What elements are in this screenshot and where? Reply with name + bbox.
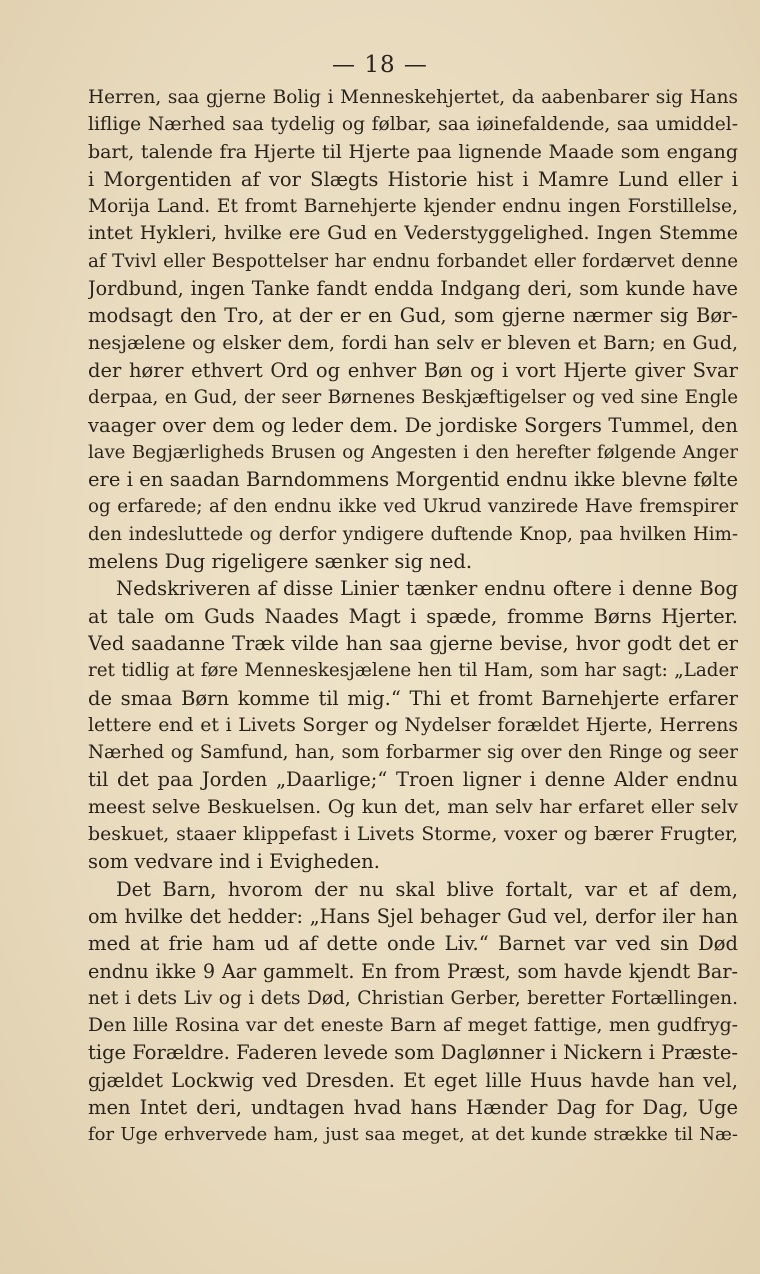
body-text <box>88 84 738 1149</box>
text-line: intet Hykleri, hvilke ere Gud en Vederstyggelighed. Ingen Stemme <box>88 222 738 245</box>
text-line: vaager over dem og leder dem. De jordiske Sorgers Tummel, den <box>88 413 738 437</box>
text-line: Jordbund, ingen Tanke fandt endda Indgang deri, som kunde have <box>88 277 738 301</box>
text-line: liflige Nærhed saa tydelig og følbar, saa iøinefaldende, saa umiddel- <box>88 114 738 136</box>
text-line: endnu ikke 9 Aar gammelt. En from Præst, som havde kjendt Bar- <box>88 959 738 983</box>
text-line: den indesluttede og derfor yndigere duftende Knop, paa hvilken Him- <box>88 523 738 545</box>
text-line: men Intet deri, undtagen hvad hans Hænder Dag for Dag, Uge <box>88 1095 738 1119</box>
text-line: beskuet, staaer klippefast i Livets Storme, voxer og bærer Frugter, <box>88 823 738 846</box>
text-line: der hører ethvert Ord og enhver Bøn og i vort Hjerte giver Svar <box>88 358 738 382</box>
text-line: Herren, saa gjerne Bolig i Menneskehjertet, da aabenbarer sig Hans <box>88 87 738 108</box>
text-line: ret tidlig at føre Menneskesjælene hen til Ham, som har sagt: „Lader <box>88 660 738 682</box>
text-line: lave Begjærligheds Brusen og Angesten i den herefter følgende Anger <box>88 441 738 463</box>
text-line: i Morgentiden af vor Slægts Historie hist i Mamre Lund eller i <box>88 167 738 191</box>
paragraph-2 <box>88 575 738 875</box>
text-line: melens Dug rigeligere sænker sig ned. <box>88 550 473 574</box>
text-line: for Uge erhvervede ham, just saa meget, at det kunde strække til Næ- <box>88 1124 738 1146</box>
text-line: derpaa, en Gud, der seer Børnenes Beskjæftigelser og ved sine Engle <box>88 387 738 409</box>
paragraph-1 <box>88 84 738 575</box>
text-line: nesjælene og elsker dem, fordi han selv er bleven et Barn; en Gud, <box>88 331 738 354</box>
text-line: at tale om Guds Naades Magt i spæde, fromme Børns Hjerter. <box>88 604 738 628</box>
text-line: om hvilke det hedder: „Hans Sjel behager Gud vel, derfor iler han <box>88 904 738 928</box>
text-line: bart, talende fra Hjerte til Hjerte paa lignende Maade som engang <box>88 140 738 163</box>
text-line: med at frie ham ud af dette onde Liv.“ Barnet var ved sin Død <box>88 932 738 956</box>
text-line: tige Forældre. Faderen levede som Daglønner i Nickern i Præste- <box>88 1041 738 1065</box>
text-line: Morija Land. Et fromt Barnehjerte kjender endnu ingen Forstillelse, <box>88 196 738 218</box>
text-line: af Tvivl eller Bespottelser har endnu forbandet eller fordærvet denne <box>88 250 738 272</box>
text-line: Ved saadanne Træk vilde han saa gjerne bevise, hvor godt det er <box>88 631 738 655</box>
text-line: Nedskriveren af disse Linier tænker endnu oftere i denne Bog <box>116 577 738 601</box>
text-line: lettere end et i Livets Sorger og Nydelser forældet Hjerte, Herrens <box>88 714 738 736</box>
text-line: modsagt den Tro, at der er en Gud, som gjerne nærmer sig Bør- <box>88 304 738 328</box>
text-line: meest selve Beskuelsen. Og kun det, man selv har erfaret eller selv <box>88 796 738 818</box>
text-line: de smaa Børn komme til mig.“ Thi et fromt Barnehjerte erfarer <box>88 686 738 710</box>
text-line: som vedvare ind i Evigheden. <box>88 850 380 874</box>
text-line: til det paa Jorden „Daarlige;“ Troen ligner i denne Alder endnu <box>88 768 738 792</box>
text-line: Nærhed og Samfund, han, som forbarmer sig over den Ringe og seer <box>88 742 738 764</box>
text-line: ere i en saadan Barndommens Morgentid endnu ikke blevne følte <box>88 468 738 492</box>
text-line: net i dets Liv og i dets Død, Christian Gerber, beretter Fortællingen. <box>88 987 738 1009</box>
text-line: gjældet Lockwig ved Dresden. Et eget lille Huus havde han vel, <box>88 1068 738 1092</box>
paragraph-3 <box>88 876 738 1149</box>
text-line: og erfarede; af den endnu ikke ved Ukrud vanzirede Have fremspirer <box>88 496 738 518</box>
page-number: — 18 — <box>332 52 428 78</box>
text-line: Det Barn, hvorom der nu skal blive fortalt, var et af dem, <box>116 877 738 901</box>
text-line: Den lille Rosina var det eneste Barn af meget fattige, men gudfryg- <box>88 1015 738 1037</box>
